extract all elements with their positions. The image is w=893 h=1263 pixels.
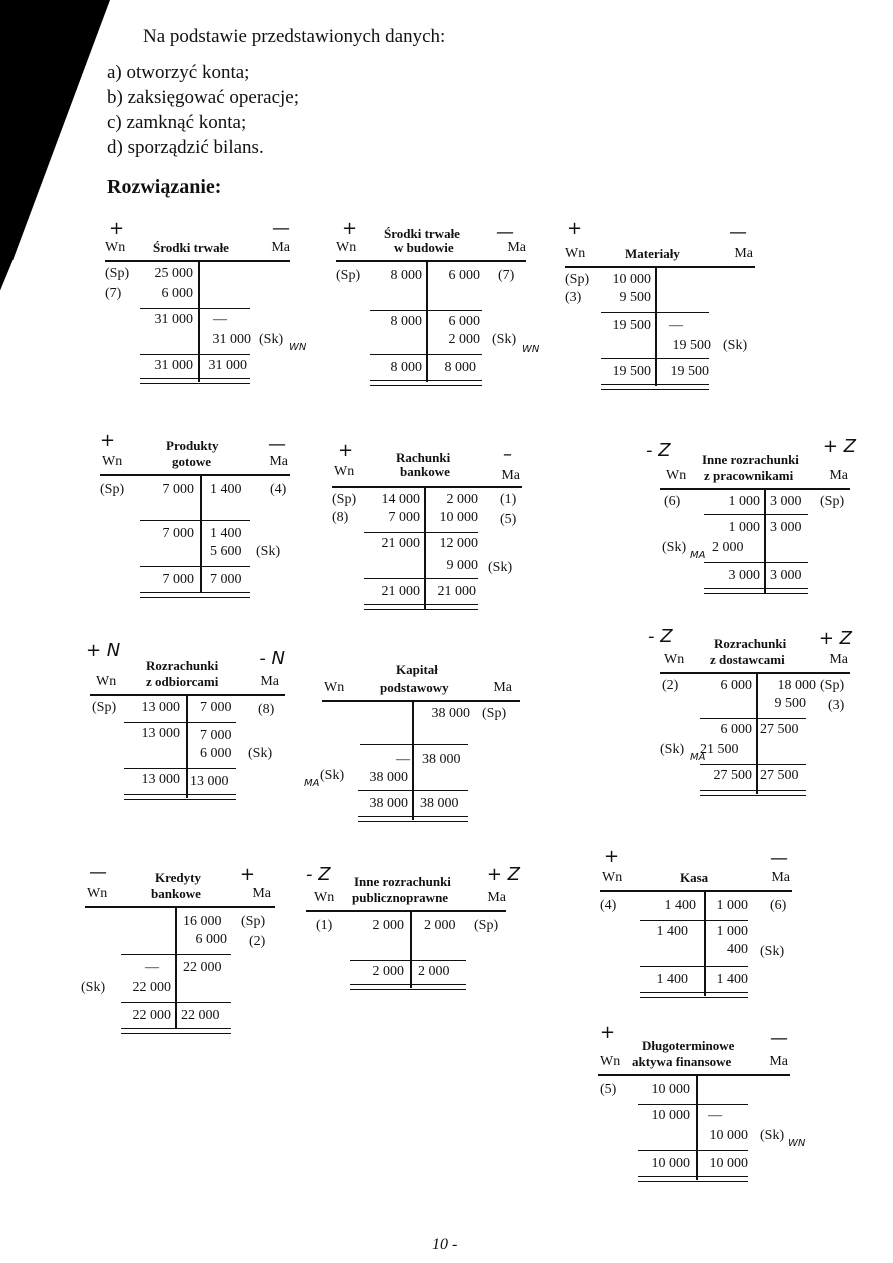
total-right: 31 000: [208, 358, 247, 373]
handwritten-note: MA: [304, 778, 320, 789]
account-rozrachunki-dostawcami: [648, 626, 852, 806]
sum-line: [121, 1002, 231, 1003]
plus-sign: +: [604, 846, 620, 867]
total-right: 1 400: [716, 972, 748, 987]
minus-sign: —: [89, 862, 107, 883]
wn-label: Wn: [324, 680, 345, 695]
total-right: 38 000: [420, 796, 459, 811]
total-left: 21 000: [381, 584, 420, 599]
t-account-top-line: [336, 260, 526, 262]
total-left: 8 000: [390, 360, 422, 375]
closing-ref: (Sk): [81, 980, 106, 995]
entry-ref: (Sp): [820, 494, 845, 509]
subtotal-left: 19 500: [612, 318, 651, 333]
subtotal-left: —: [396, 752, 410, 767]
account-title-line2: aktywa finansowe: [632, 1054, 732, 1069]
sum-line: [704, 562, 808, 563]
t-account-divider: [424, 488, 426, 610]
wn-label: Wn: [102, 454, 123, 469]
subtotal-right: 22 000: [183, 960, 222, 975]
account-title-line2: gotowe: [172, 454, 211, 469]
handwritten-note: WN: [522, 344, 540, 355]
closing-amount: 21 500: [700, 742, 739, 757]
t-account-divider: [200, 476, 202, 592]
intro-text: Na podstawie przedstawionych danych:: [143, 26, 446, 47]
closing-amount: 2 000: [712, 540, 744, 555]
t-account-divider: [412, 702, 414, 820]
entry-amount: 38 000: [431, 706, 470, 721]
closing-amount: 9 000: [446, 558, 478, 573]
double-underline: [124, 794, 236, 800]
account-title: Materiały: [625, 246, 680, 261]
plus-sign: +: [239, 864, 255, 885]
wn-label: Wn: [336, 240, 357, 255]
ma-label: Ma: [487, 890, 506, 905]
entry-ref: (3): [565, 290, 582, 305]
minus-n-sign: - N: [259, 648, 285, 669]
total-left: 3 000: [728, 568, 760, 583]
minus-sign: —: [770, 848, 788, 869]
t-account-top-line: [332, 486, 522, 488]
entry-amount: 6 000: [448, 268, 480, 283]
closing-ref: (Sk): [760, 944, 785, 959]
total-left: 7 000: [162, 572, 194, 587]
account-title-line1: Długoterminowe: [642, 1038, 735, 1053]
minus-sign: —: [496, 222, 514, 243]
closing-ref: (Sk): [259, 332, 284, 347]
double-underline: [140, 378, 250, 384]
entry-amount: 7 000: [162, 482, 194, 497]
account-title-line1: Rachunki: [396, 450, 451, 465]
entry-amount: 1 000: [728, 494, 760, 509]
entry-amount: 1 000: [716, 898, 748, 913]
account-title: Kasa: [680, 870, 709, 885]
sum-line: [140, 308, 250, 309]
entry-ref: (Sp): [474, 918, 499, 933]
wn-label: Wn: [600, 1054, 621, 1069]
account-srodki-trwale: [105, 218, 307, 398]
entry-ref: (7): [105, 286, 122, 301]
sum-line: [700, 764, 806, 765]
entry-amount: 10 000: [612, 272, 651, 287]
sum-line: [364, 532, 478, 533]
account-rachunki-bankowe: [332, 440, 522, 620]
t-account-divider: [426, 262, 428, 382]
entry-amount: 2 000: [372, 918, 404, 933]
sum-line: [350, 960, 466, 961]
double-underline: [121, 1028, 231, 1034]
entry-ref: (Sp): [105, 266, 130, 281]
account-title-line2: z pracownikami: [704, 468, 794, 483]
wn-label: Wn: [334, 464, 355, 479]
account-kredyty-bankowe: [81, 862, 275, 1042]
account-title-line1: Inne rozrachunki: [702, 452, 799, 467]
entry-ref: (Sp): [565, 272, 590, 287]
subtotal-right: —: [708, 1108, 722, 1123]
entry-amount: 3 000: [770, 494, 802, 509]
entry-ref: (2): [249, 934, 266, 949]
t-account-divider: [704, 892, 706, 996]
entry-amount: 1 400: [210, 482, 242, 497]
ma-label: Ma: [507, 240, 526, 255]
plus-sign: +: [338, 440, 354, 461]
account-title-line2: podstawowy: [380, 680, 449, 695]
sum-line: [704, 514, 808, 515]
entry-amount: 14 000: [381, 492, 420, 507]
total-right: 2 000: [418, 964, 450, 979]
t-account-top-line: [85, 906, 275, 908]
entry-amount: 18 000: [777, 678, 816, 693]
closing-amount: 22 000: [132, 980, 171, 995]
total-left: 38 000: [369, 796, 408, 811]
ma-label: Ma: [271, 240, 290, 255]
minus-sign: —: [272, 218, 290, 239]
sum-line: [358, 790, 468, 791]
account-title-line2: publicznoprawne: [352, 890, 449, 905]
wn-label: Wn: [666, 468, 687, 483]
account-inne-publicznoprawne: [306, 864, 520, 1004]
subtotal-right: 27 500: [760, 722, 799, 737]
account-title-line2: bankowe: [400, 464, 450, 479]
entry-amount: 1 400: [664, 898, 696, 913]
subtotal-left: 7 000: [162, 526, 194, 541]
account-title-line1: Rozrachunki: [146, 658, 219, 673]
task-item: b) zaksięgować operacje;: [107, 87, 300, 108]
subtotal-right: —: [213, 312, 227, 327]
total-right: 19 500: [670, 364, 709, 379]
account-inne-rozrachunki-pracownikami: [646, 436, 856, 610]
total-left: 19 500: [612, 364, 651, 379]
total-right: 22 000: [181, 1008, 220, 1023]
subtotal-right: 38 000: [422, 752, 461, 767]
total-right: 10 000: [709, 1156, 748, 1171]
total-right: 3 000: [770, 568, 802, 583]
total-right: 8 000: [444, 360, 476, 375]
subtotal-left: 13 000: [141, 726, 180, 741]
closing-amount: 400: [727, 942, 748, 957]
sum-line: [640, 920, 748, 921]
sum-line: [638, 1104, 748, 1105]
double-underline: [601, 384, 709, 390]
ma-label: Ma: [734, 246, 753, 261]
account-title-line2: z odbiorcami: [146, 674, 219, 689]
total-left: 2 000: [372, 964, 404, 979]
subtotal-left: 1 400: [656, 924, 688, 939]
closing-amount: 31 000: [212, 332, 251, 347]
entry-ref: (1): [316, 918, 333, 933]
account-title-line1: Inne rozrachunki: [354, 874, 451, 889]
t-account-divider: [764, 490, 766, 594]
sum-line: [640, 966, 748, 967]
entry-ref: (6): [664, 494, 681, 509]
plus-sign: +: [100, 430, 116, 451]
entry-amount: 8 000: [390, 268, 422, 283]
subtotal-right: 7 000: [200, 728, 232, 743]
entry-amount: 2 000: [424, 918, 456, 933]
entry-amount: 9 500: [774, 696, 806, 711]
subtotal-right: 12 000: [439, 536, 478, 551]
entry-amount: 10 000: [651, 1082, 690, 1097]
double-underline: [638, 1176, 748, 1182]
minus-z-sign: - Z: [646, 440, 671, 461]
entry-ref: (8): [258, 702, 275, 717]
closing-ref: (Sk): [723, 338, 748, 353]
entry-amount: 6 000: [161, 286, 193, 301]
task-item: c) zamknąć konta;: [107, 112, 247, 133]
t-account-top-line: [306, 910, 506, 912]
subtotal-left: 8 000: [390, 314, 422, 329]
t-account-divider: [756, 674, 758, 794]
plus-z-sign: + Z: [822, 436, 856, 457]
account-materialy: [565, 218, 755, 398]
account-dlugoterminowe-aktywa: [598, 1022, 806, 1192]
closing-ref: (Sk): [492, 332, 517, 347]
account-rozrachunki-odbiorcami: [86, 640, 285, 810]
total-left: 22 000: [132, 1008, 171, 1023]
ma-label: Ma: [829, 468, 848, 483]
entry-ref: (Sp): [100, 482, 125, 497]
ma-label: Ma: [252, 886, 271, 901]
closing-ref: (Sk): [488, 560, 513, 575]
plus-n-sign: + N: [86, 640, 121, 661]
wn-label: Wn: [314, 890, 335, 905]
minus-sign: –: [503, 444, 512, 465]
t-account-top-line: [600, 890, 792, 892]
entry-amount: 7 000: [388, 510, 420, 525]
subtotal-left: 31 000: [154, 312, 193, 327]
sum-line: [124, 722, 236, 723]
account-title-line1: Rozrachunki: [714, 636, 787, 651]
wn-label: Wn: [96, 674, 117, 689]
wn-label: Wn: [565, 246, 586, 261]
task-item: d) sporządzić bilans.: [107, 137, 264, 158]
entry-ref: (6): [770, 898, 787, 913]
entry-ref: (5): [500, 512, 517, 527]
double-underline: [140, 592, 250, 598]
handwritten-note: MA: [690, 752, 706, 763]
handwritten-note: WN: [289, 342, 307, 353]
subtotal-right: —: [669, 318, 683, 333]
closing-amount: 5 600: [210, 544, 242, 559]
subtotal-right: 1 400: [210, 526, 242, 541]
double-underline: [358, 816, 468, 822]
subtotal-left: 1 000: [728, 520, 760, 535]
ma-label: Ma: [501, 468, 520, 483]
account-title-line1: Produkty: [166, 438, 219, 453]
wn-label: Wn: [602, 870, 623, 885]
sum-line: [360, 744, 468, 745]
scan-edge-shadow: [0, 0, 26, 1263]
subtotal-right: 1 000: [716, 924, 748, 939]
total-right: 21 000: [437, 584, 476, 599]
entry-ref: (Sp): [820, 678, 845, 693]
task-list: [107, 60, 299, 160]
account-produkty-gotowe: [100, 430, 290, 610]
ma-label: Ma: [771, 870, 790, 885]
total-right: 13 000: [190, 774, 229, 789]
t-account-top-line: [660, 488, 850, 490]
sum-line: [121, 954, 231, 955]
entry-ref: (3): [828, 698, 845, 713]
plus-sign: +: [567, 218, 583, 239]
closing-amount: 10 000: [709, 1128, 748, 1143]
handwritten-note: MA: [690, 550, 706, 561]
account-srodki-w-budowie: [336, 218, 540, 398]
entry-ref: (5): [600, 1082, 617, 1097]
wn-label: Wn: [664, 652, 685, 667]
minus-sign: —: [729, 222, 747, 243]
t-account-top-line: [565, 266, 755, 268]
closing-ref: (Sk): [660, 742, 685, 757]
task-item: a) otworzyć konta;: [107, 62, 250, 83]
minus-sign: —: [268, 434, 286, 455]
t-account-top-line: [598, 1074, 790, 1076]
subtotal-right: 3 000: [770, 520, 802, 535]
t-account-divider: [186, 696, 188, 798]
total-left: 27 500: [713, 768, 752, 783]
wn-label: Wn: [105, 240, 126, 255]
entry-amount: 25 000: [154, 266, 193, 281]
plus-z-sign: + Z: [486, 864, 520, 885]
entry-ref: (2): [662, 678, 679, 693]
t-account-divider: [175, 908, 177, 1028]
sum-line: [140, 520, 250, 521]
entry-ref: (Sp): [336, 268, 361, 283]
entry-amount: 13 000: [141, 700, 180, 715]
entry-amount: 10 000: [439, 510, 478, 525]
closing-ref: (Sk): [760, 1128, 785, 1143]
ma-label: Ma: [769, 1054, 788, 1069]
closing-amount: 2 000: [448, 332, 480, 347]
account-title-line1: Kapitał: [396, 662, 438, 677]
entry-amount: 9 500: [619, 290, 651, 305]
total-left: 31 000: [154, 358, 193, 373]
entry-ref: (1): [500, 492, 517, 507]
t-account-divider: [410, 912, 412, 988]
double-underline: [700, 790, 806, 796]
sum-line: [370, 310, 482, 311]
sum-line: [601, 358, 709, 359]
ma-label: Ma: [493, 680, 512, 695]
t-account-top-line: [100, 474, 290, 476]
entry-ref: (7): [498, 268, 515, 283]
ma-label: Ma: [829, 652, 848, 667]
plus-z-sign: + Z: [818, 628, 852, 649]
ma-label: Ma: [260, 674, 279, 689]
entry-ref: (4): [270, 482, 287, 497]
account-title-line2: w budowie: [394, 240, 454, 255]
sum-line: [601, 312, 709, 313]
sum-line: [140, 354, 250, 355]
account-kasa: [600, 846, 792, 1006]
entry-amount: 6 000: [720, 678, 752, 693]
entry-ref: (Sp): [332, 492, 357, 507]
solution-heading: Rozwiązanie:: [107, 176, 222, 198]
total-left: 13 000: [141, 772, 180, 787]
minus-sign: —: [770, 1028, 788, 1049]
account-title-line2: z dostawcami: [710, 652, 785, 667]
page-number: 10 -: [432, 1236, 458, 1253]
double-underline: [704, 588, 808, 594]
minus-z-sign: - Z: [648, 626, 673, 647]
t-account-top-line: [322, 700, 520, 702]
account-title-line1: Kredyty: [155, 870, 201, 885]
total-right: 27 500: [760, 768, 799, 783]
subtotal-right: 6 000: [448, 314, 480, 329]
account-kapital-podstawowy: [300, 660, 520, 825]
closing-ref: (Sk): [662, 540, 687, 555]
sum-line: [638, 1150, 748, 1151]
total-right: 7 000: [210, 572, 242, 587]
minus-z-sign: - Z: [306, 864, 331, 885]
entry-ref: (8): [332, 510, 349, 525]
sum-line: [370, 354, 482, 355]
entry-ref: (Sp): [241, 914, 266, 929]
total-left: 10 000: [651, 1156, 690, 1171]
account-title: Środki trwałe: [153, 240, 229, 255]
entry-ref: (Sp): [482, 706, 507, 721]
entry-amount: 16 000: [183, 914, 222, 929]
closing-amount: 38 000: [369, 770, 408, 785]
sum-line: [140, 566, 250, 567]
plus-sign: +: [342, 218, 358, 239]
closing-ref: (Sk): [320, 768, 345, 783]
subtotal-left: 21 000: [381, 536, 420, 551]
closing-amount: 6 000: [200, 746, 232, 761]
subtotal-left: —: [145, 960, 159, 975]
account-title-line2: bankowe: [151, 886, 201, 901]
entry-amount: 7 000: [200, 700, 232, 715]
entry-ref: (4): [600, 898, 617, 913]
closing-amount: 19 500: [672, 338, 711, 353]
double-underline: [640, 992, 748, 998]
t-account-top-line: [660, 672, 850, 674]
double-underline: [350, 984, 466, 990]
wn-label: Wn: [87, 886, 108, 901]
closing-ref: (Sk): [248, 746, 273, 761]
subtotal-left: 10 000: [651, 1108, 690, 1123]
handwritten-note: WN: [788, 1138, 806, 1149]
sum-line: [700, 718, 806, 719]
t-account-divider: [198, 262, 200, 382]
entry-amount: 6 000: [195, 932, 227, 947]
subtotal-left: 6 000: [720, 722, 752, 737]
plus-sign: +: [109, 218, 125, 239]
entry-amount: 2 000: [446, 492, 478, 507]
total-left: 1 400: [656, 972, 688, 987]
double-underline: [364, 604, 478, 610]
account-title-line1: Środki trwałe: [384, 226, 460, 241]
ma-label: Ma: [269, 454, 288, 469]
t-account-divider: [655, 268, 657, 386]
sum-line: [124, 768, 236, 769]
entry-ref: (Sp): [92, 700, 117, 715]
sum-line: [364, 578, 478, 579]
double-underline: [370, 380, 482, 386]
closing-ref: (Sk): [256, 544, 281, 559]
plus-sign: +: [600, 1022, 616, 1043]
